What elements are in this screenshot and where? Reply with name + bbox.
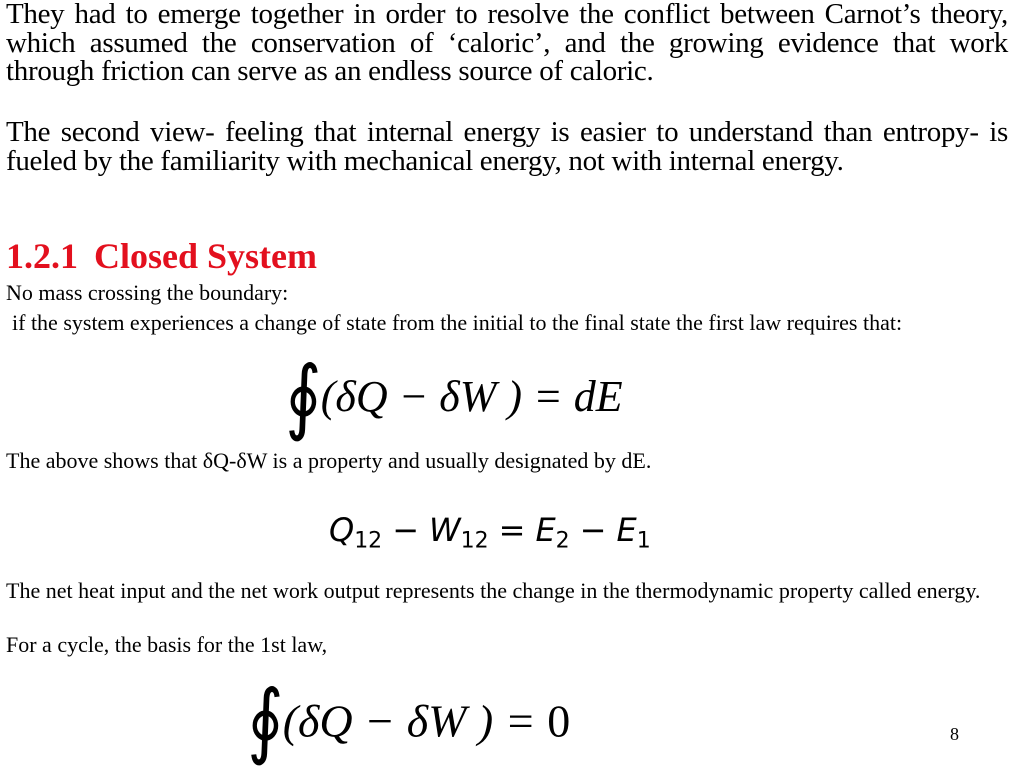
intro-paragraph: They had to emerge together in order to resolve the conflict between Carnot’s theory, which assumed the conservation of ‘caloric’, and the growing evidence that work through friction can serve as an endless source of caloric. [6,0,1008,87]
minus-operator-2: − [579,511,607,549]
equation-body: (δQ − δW ) = dE [320,371,623,421]
section-heading [6,234,317,278]
change-of-state-text: if the system experiences a change of state from the initial to the final state the first law requires that: [12,310,903,335]
heat-subscript: 12 [354,528,383,554]
cycle-equation [244,672,571,767]
equals-operator: = [498,511,526,549]
section-number: 1.2.1 [6,236,78,276]
work-term: W [429,511,461,549]
heat-term: Q [329,511,355,549]
initial-energy-subscript: 1 [636,528,651,554]
cycle-equation-body: (δQ − δW ) = [282,695,548,747]
final-energy-subscript: 2 [555,528,570,554]
minus-operator: − [392,511,419,549]
no-mass-text: No mass crossing the boundary: [6,280,289,305]
contour-integral-symbol-2: ∮ [247,675,284,767]
property-note-text: The above shows that δQ-δW is a property and usually designated by dE. [6,448,652,473]
cyclic-integral-equation [282,350,623,442]
page-number: 8 [950,724,959,744]
final-energy-term: E [535,511,556,549]
section-title: Closed System [94,236,317,276]
first-law-process-equation [329,506,651,554]
second-view-paragraph: The second view- feeling that internal energy is easier to understand than entropy- is fueled by the familiarity with mechanical energy, not with internal energy. [6,116,1008,177]
net-heat-text: The net heat input and the net work output represents the change in the thermodynamic property called energy. [6,578,981,603]
initial-energy-term: E [616,511,637,549]
cycle-equation-rhs: 0 [547,695,571,747]
cycle-basis-text: For a cycle, the basis for the 1st law, [6,632,328,657]
contour-integral-symbol: ∮ [285,350,322,442]
work-subscript: 12 [460,528,489,554]
